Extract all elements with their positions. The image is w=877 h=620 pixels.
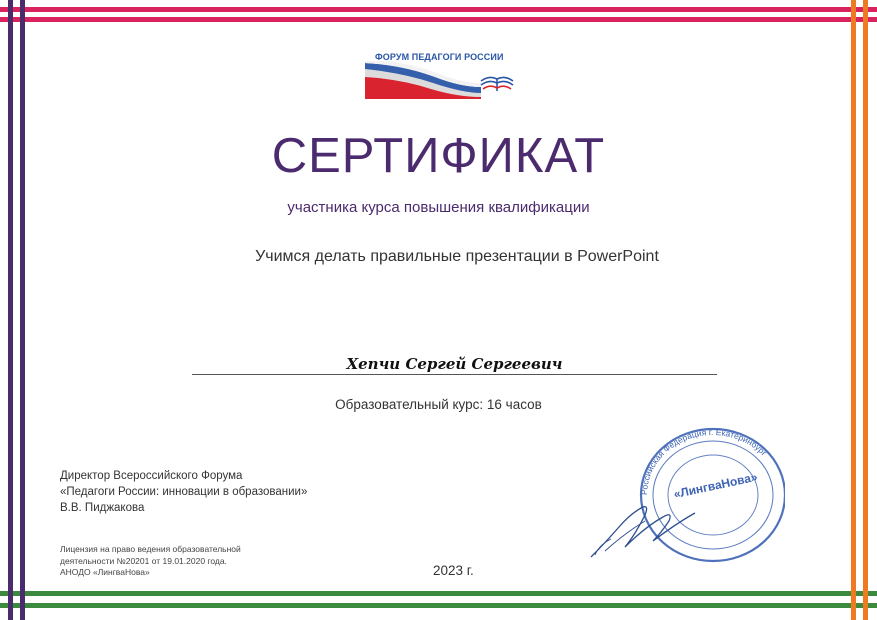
recipient-name: Хепчи Сергей Сергеевич <box>346 355 563 373</box>
frame-right-line <box>851 0 856 620</box>
frame-left-line <box>20 0 25 620</box>
certificate-subtitle: участника курса повышения квалификации <box>287 199 590 216</box>
license-line: деятельности №20201 от 19.01.2020 года. <box>60 555 227 566</box>
license-line: Лицензия на право ведения образовательной <box>60 544 241 554</box>
frame-left-line <box>8 0 13 620</box>
director-line: Директор Всероссийского Форума <box>60 470 243 482</box>
frame-bottom-line <box>0 591 877 596</box>
official-stamp <box>585 415 785 565</box>
logo-text: ФОРУМ ПЕДАГОГИ РОССИИ <box>375 52 504 62</box>
director-block <box>60 468 307 516</box>
certificate-title: СЕРТИФИКАТ <box>271 129 606 183</box>
course-title: Учимся делать правильные презентации в PowerPoint <box>255 248 659 265</box>
license-block <box>60 544 241 579</box>
forum-logo <box>363 47 515 99</box>
certificate-year: 2023 г. <box>433 563 474 578</box>
name-underline <box>192 374 717 375</box>
frame-top-line <box>0 17 877 22</box>
stamp-center-label: «ЛингваНова» <box>672 469 759 502</box>
frame-right-line <box>863 0 868 620</box>
course-hours: Образовательный курс: 16 часов <box>335 397 542 412</box>
director-name: В.В. Пиджакова <box>60 502 145 514</box>
director-line: «Педагоги России: инновации в образовании» <box>60 486 308 498</box>
license-org: АНОДО «ЛингваНова» <box>60 567 150 577</box>
frame-top-line <box>0 7 877 12</box>
stamp-outer-text: Российская Федерация г. Екатеринбург <box>638 426 770 496</box>
frame-bottom-line <box>0 603 877 608</box>
